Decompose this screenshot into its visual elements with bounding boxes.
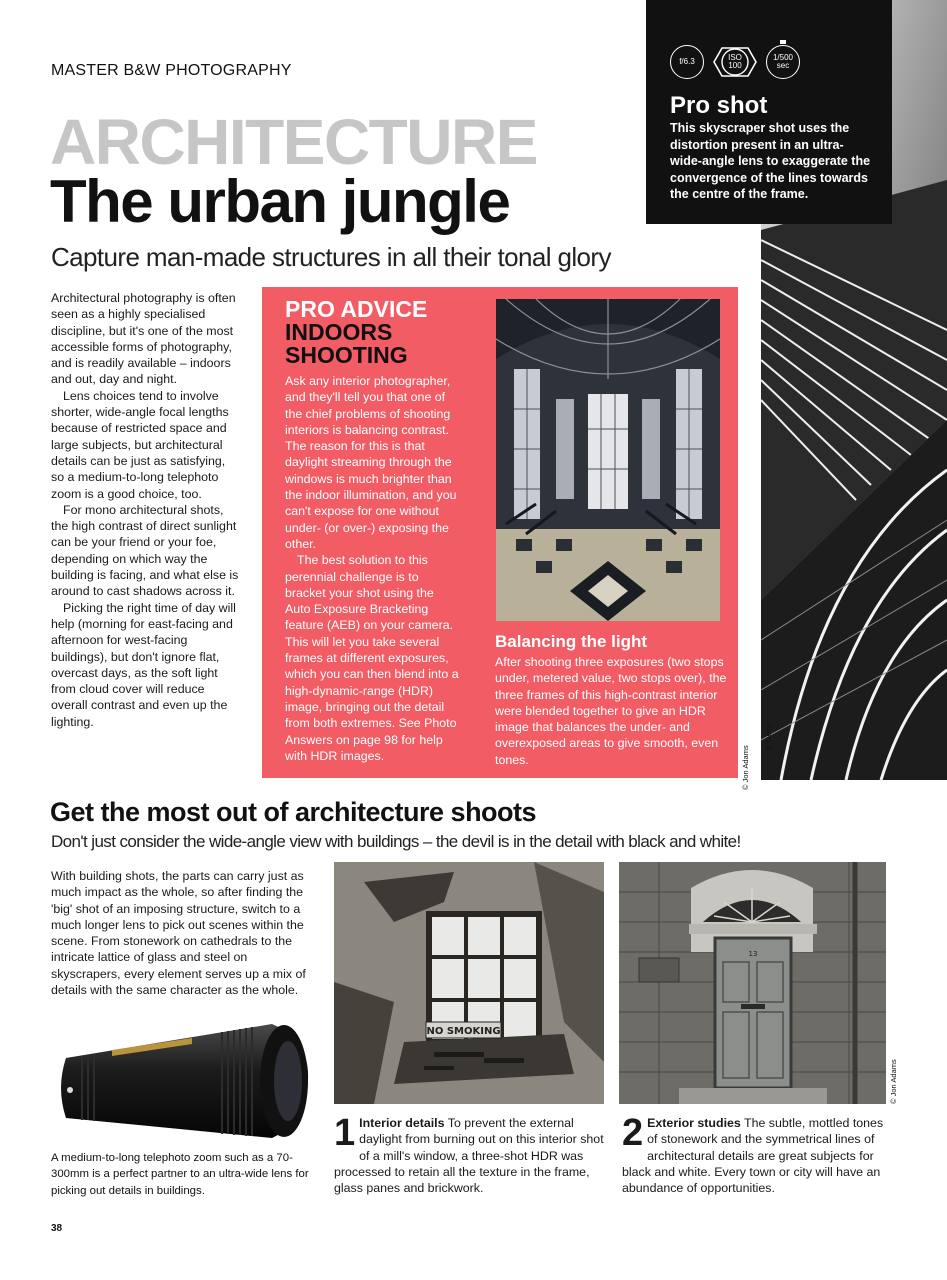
iso-label: ISO	[728, 52, 742, 62]
stopwatch-icon	[766, 45, 800, 79]
sign-text: NO SMOKING	[426, 1026, 501, 1037]
advice-paragraph: Ask any interior photographer, and they'll tell you that one of the chief problems of shooting interiors is balancing contrast. The reason for this is that daylight streaming through the windows is much brighter than the indoor illumination, and you can't expose for one without under- (or over-) exposing the other.	[285, 374, 457, 551]
advice-body	[285, 373, 461, 764]
body-paragraph: Lens choices tend to involve shorter, wide-angle focal lengths because of restricted space and large subjects, but architectural details can be just as satisfying, so a medium-to-long telephoto zoom is a good choice, too.	[51, 388, 229, 501]
iso-icon	[710, 45, 760, 79]
body-paragraph: For mono architectural shots, the high contrast of direct sunlight can be your friend or your foe, depending on which way the building is facing, and what else is around to cast shadows across it.	[51, 502, 239, 599]
body-paragraph: Architectural photography is often seen as a highly specialised discipline, but it's one of the most accessible forms of photography, and is readily available – indoors and out, day and night.	[51, 291, 236, 387]
advice-subtitle-1: INDOORS	[285, 319, 393, 345]
intro-body	[51, 290, 241, 730]
shutter-value: 1/500	[772, 52, 794, 62]
caption-exterior-studies	[622, 1112, 886, 1196]
advice-heading	[285, 298, 485, 367]
advice-title: PRO ADVICE	[285, 296, 428, 322]
pro-shot-text: This skyscraper shot uses the distortion present in an ultra-wide-angle lens to exaggerate the convergence of the lines towards the centre of the frame.	[670, 121, 871, 201]
lens-caption: A medium-to-long telephoto zoom such as a 70-300mm is a perfect partner to an ultra-wide lens for picking out details in buildings.	[51, 1152, 309, 1197]
pro-shot-box	[646, 0, 892, 224]
camera-settings	[670, 40, 874, 84]
iso-value: 100	[728, 61, 742, 70]
section-title: Get the most out of architecture shoots	[50, 797, 537, 827]
caption-title: Exterior studies	[647, 1116, 741, 1130]
standfirst: Capture man-made structures in all their tonal glory	[51, 242, 611, 272]
page-number: 38	[51, 1223, 63, 1234]
caption-number: 1	[334, 1112, 356, 1154]
page-title: The urban jungle	[50, 168, 510, 235]
shutter-unit: sec	[776, 61, 790, 70]
photo-credit-skyscraper: © Getty	[764, 724, 773, 750]
section-body: With building shots, the parts can carry just as much impact as the whole, so after finding the 'big' shot of an imposing structure, switch to a much longer lens to pick out scenes within the scene. From stonework on cathedrals to the intricate lattice of glass and steel on skyscrapers, every element serves up a mix of details with the same character as the whole.	[51, 869, 306, 998]
advice-paragraph: The best solution to this perennial challenge is to bracket your shot using the Auto Exposure Bracketing feature (AEB) on your camera. This will let you take several frames at different exposures, which you can then blend into a high-dynamic-range (HDR) image, bringing out the detail from both extremes. See Photo Answers on page 98 for help with HDR images.	[285, 553, 459, 763]
georgian-door-photo	[619, 862, 886, 1104]
section-subtitle: Don't just consider the wide-angle view with buildings – the devil is in the detail with black and white!	[51, 832, 741, 851]
section-tag: MASTER B&W PHOTOGRAPHY	[51, 62, 292, 79]
advice-subtitle-2: SHOOTING	[285, 342, 408, 368]
cathedral-interior-photo	[496, 299, 720, 621]
caption-number: 2	[622, 1112, 644, 1154]
body-paragraph: Picking the right time of day will help (morning for east-facing and afternoon for west-facing buildings), but don't ignore flat, overcast days, as the soft light from cloud cover will reduce overall contrast and even up the lighting.	[51, 600, 236, 729]
telephoto-lens-photo	[52, 1010, 314, 1150]
aperture-icon	[670, 45, 704, 79]
mill-window-photo	[334, 862, 604, 1104]
image-caption: After shooting three exposures (two stops under, metered value, two stops over), the three frames of this high-contrast interior were blended together to give an HDR image that balances the under- and overexposed areas to give smooth, even tones.	[495, 655, 727, 767]
caption-text: The subtle, mottled tones of stonework and the symmetrical lines of architectural details are great subjects for black and white. Every town or city will have an abundance of opportunities.	[622, 1116, 884, 1196]
caption-title: Interior details	[359, 1116, 445, 1130]
caption-interior-details	[334, 1112, 606, 1196]
photo-credit-door: © Jon Adams	[889, 1059, 898, 1104]
photo-credit-cathedral: © Jon Adams	[741, 745, 750, 790]
aperture-value: f/6.3	[679, 56, 695, 66]
kicker: ARCHITECTURE	[50, 106, 537, 178]
image-title: Balancing the light	[495, 632, 648, 651]
door-number: 13	[748, 950, 758, 958]
caption-text: To prevent the external daylight from burning out on this interior shot of a mill's window, a three-shot HDR was processed to retain all the texture in the frame, glass panes and brickwork.	[334, 1116, 604, 1196]
pro-advice-box	[262, 287, 738, 778]
pro-shot-title: Pro shot	[670, 92, 768, 119]
